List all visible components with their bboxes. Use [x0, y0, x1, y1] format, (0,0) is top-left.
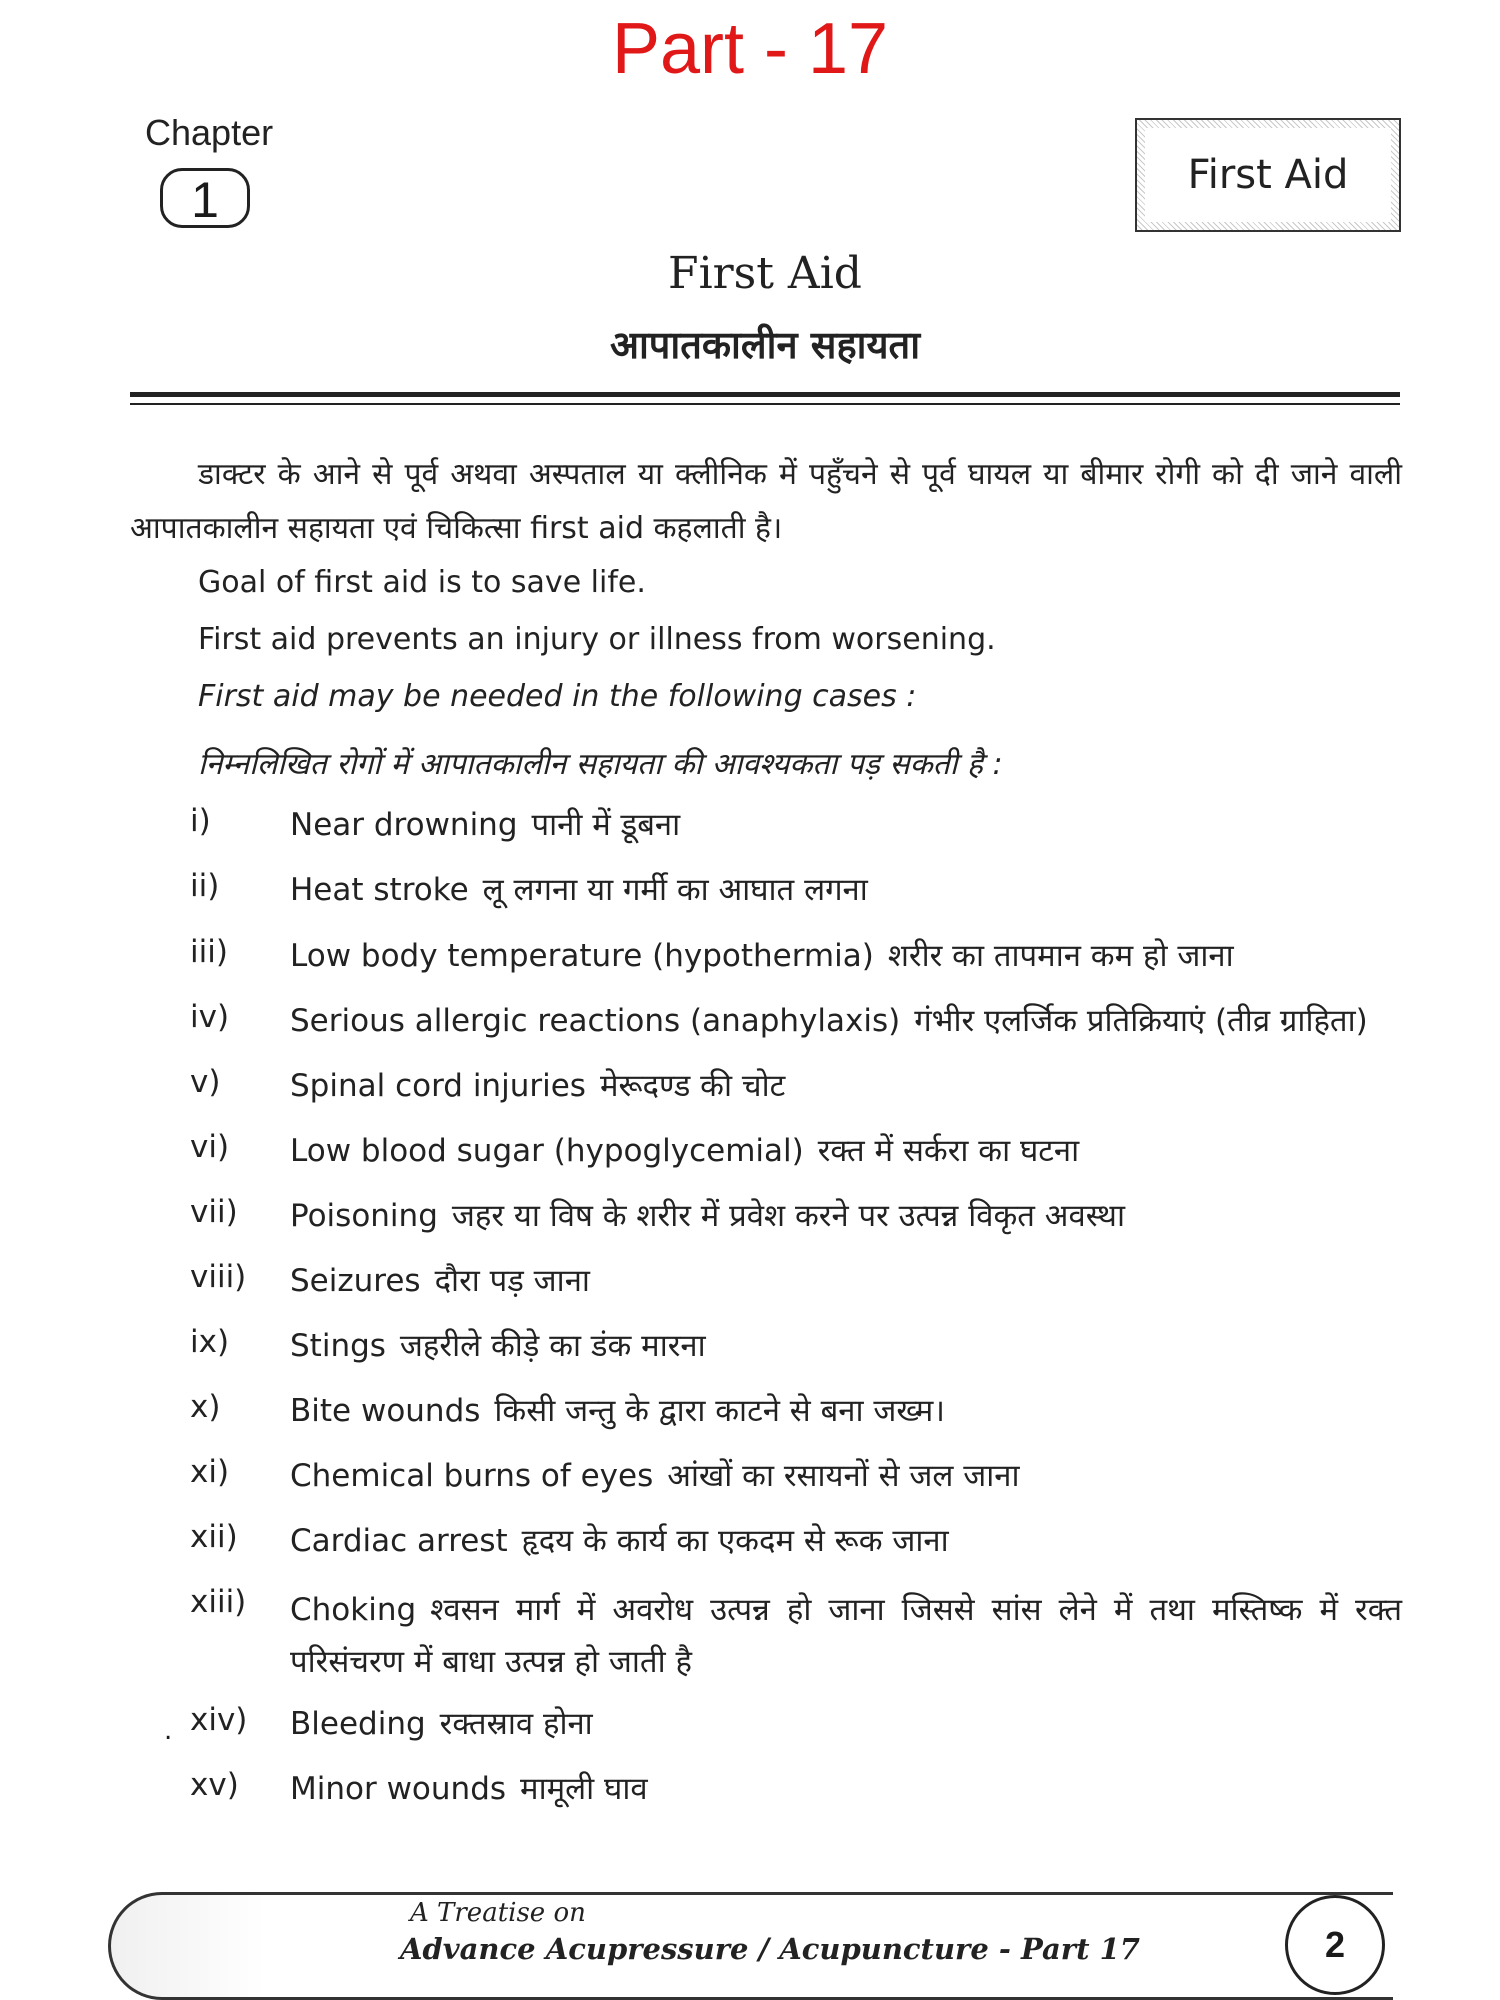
item-hindi: रक्तस्राव होना [439, 1706, 593, 1742]
item-text [290, 999, 1368, 1041]
item-text [290, 1454, 1020, 1496]
item-text [290, 1389, 945, 1431]
goal-statement: Goal of first aid is to save life. [198, 565, 646, 600]
item-english: Low blood sugar (hypoglycemial) [290, 1133, 804, 1169]
item-english: Near drowning [290, 807, 518, 843]
item-english: Serious allergic reactions (anaphylaxis) [290, 1003, 901, 1039]
item-text [290, 803, 680, 845]
item-text [290, 1702, 593, 1744]
divider-thick [130, 392, 1400, 397]
item-number: vi) [190, 1129, 230, 1165]
item-english: Bite wounds [290, 1393, 481, 1429]
item-text [290, 1324, 706, 1366]
part-title: Part - 17 [611, 9, 889, 89]
cases-heading-hindi: निम्नलिखित रोगों में आपातकालीन सहायता की आवश्यकता पड़ सकती है : [198, 747, 1003, 782]
item-text [290, 934, 1234, 976]
item-number: xv) [190, 1767, 239, 1803]
item-hindi: पानी में डूबना [531, 807, 681, 843]
item-number: ix) [190, 1324, 230, 1360]
item-text [290, 1519, 949, 1561]
section-title-box [1135, 118, 1401, 232]
item-hindi: श्वसन मार्ग में अवरोध उत्पन्न हो जाना जिससे सांस लेने में तथा मस्तिष्क में रक्त परिसंचरण में बाधा उत्पन्न हो जाती है [290, 1592, 1402, 1680]
item-text [290, 1259, 590, 1301]
item-number: xii) [190, 1519, 238, 1555]
section-title-label: First Aid [1145, 128, 1391, 222]
item-text [290, 1767, 648, 1809]
item-text [290, 1064, 785, 1106]
item-number: xiii) [190, 1584, 247, 1620]
item-english: Minor wounds [290, 1771, 507, 1807]
chapter-label: Chapter [145, 112, 274, 153]
item-number: x) [190, 1389, 221, 1425]
item-hindi: मेरूदण्ड की चोट [599, 1068, 786, 1104]
item-number: vii) [190, 1194, 238, 1230]
item-hindi: शरीर का तापमान कम हो जाना [887, 938, 1234, 974]
item-english: Choking [290, 1592, 417, 1628]
page-number: 2 [1285, 1895, 1385, 1995]
item-number: xiv) [190, 1702, 248, 1738]
item-text [290, 1584, 1402, 1688]
item-hindi: हृदय के कार्य का एकदम से रूक जाना [521, 1523, 949, 1559]
item-hindi: दौरा पड़ जाना [434, 1263, 590, 1299]
item-hindi: गंभीर एलर्जिक प्रतिक्रियाएं (तीव्र ग्राहिता) [914, 1003, 1368, 1039]
item-number: xi) [190, 1454, 230, 1490]
item-hindi: किसी जन्तु के द्वारा काटने से बना जख्म। [494, 1393, 946, 1429]
item-english: Stings [290, 1328, 386, 1364]
chapter-number-badge: 1 [160, 168, 250, 228]
item-text [290, 1129, 1079, 1171]
item-english: Bleeding [290, 1706, 426, 1742]
item-number: viii) [190, 1259, 247, 1295]
prevents-statement: First aid prevents an injury or illness from worsening. [198, 622, 996, 657]
item-english: Spinal cord injuries [290, 1068, 586, 1104]
item-number: i) [190, 803, 211, 839]
item-number: v) [190, 1064, 221, 1100]
item-english: Cardiac arrest [290, 1523, 508, 1559]
item-english: Chemical burns of eyes [290, 1458, 654, 1494]
footer-book-prefix: A Treatise on [410, 1898, 586, 1928]
item-hindi: आंखों का रसायनों से जल जाना [667, 1458, 1020, 1494]
cases-heading: First aid may be needed in the following cases : [198, 679, 917, 714]
item-english: Poisoning [290, 1198, 438, 1234]
page-title: First Aid [668, 248, 862, 299]
item-text [290, 1194, 1125, 1236]
footer-book-title: Advance Acupressure / Acupuncture - Part 17 [400, 1932, 1140, 1966]
item-english: Heat stroke [290, 872, 469, 908]
item-english: Seizures [290, 1263, 421, 1299]
item-number: iii) [190, 934, 228, 970]
item-hindi: जहरीले कीड़े का डंक मारना [399, 1328, 706, 1364]
item-hindi: जहर या विष के शरीर में प्रवेश करने पर उत्पन्न विकृत अवस्था [451, 1198, 1125, 1234]
item-hindi: मामूली घाव [520, 1771, 648, 1807]
item-hindi: रक्त में सर्करा का घटना [817, 1133, 1080, 1169]
divider-thin [130, 403, 1400, 405]
stray-mark: . [164, 1716, 173, 1746]
page-title-hindi: आपातकालीन सहायता [609, 323, 921, 367]
intro-paragraph: डाक्टर के आने से पूर्व अथवा अस्पताल या क्लीनिक में पहुँचने से पूर्व घायल या बीमार रोगी को दी जाने वाली आपातकालीन सहायता एवं चिकित्सा first aid कहलाती है। [130, 457, 1402, 546]
item-number: ii) [190, 868, 220, 904]
item-text [290, 868, 868, 910]
item-english: Low body temperature (hypothermia) [290, 938, 874, 974]
item-number: iv) [190, 999, 230, 1035]
item-hindi: लू लगना या गर्मी का आघात लगना [482, 872, 868, 908]
